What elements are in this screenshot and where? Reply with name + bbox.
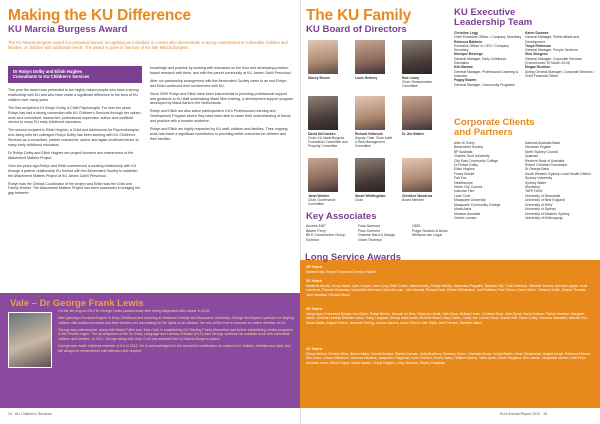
- board-caption: Louis Herbery: [355, 76, 378, 80]
- list-item: Graeme Bard & Design: [358, 233, 396, 238]
- exec-entry: Christine Legg Chief Executive Officer / Company Secretary: [454, 31, 522, 40]
- board-caption: Janet Weeber Chair, Governance Committee: [308, 194, 336, 207]
- board-photo: [308, 96, 338, 130]
- list-item: TAFE NSW: [525, 189, 543, 194]
- exec-entry: Monique Bessege General Manager, Early Childhood Education: [454, 52, 507, 66]
- list-item: Foss Samson: [358, 224, 380, 228]
- list-item: University of Wollongong: [525, 215, 563, 220]
- board-caption: Christine Woodrow Board Member: [402, 194, 433, 203]
- exec-entry: Rebecca Baldwin Executive Officer to CEO / Company Secretary: [454, 39, 509, 53]
- exec-entry: Poppy Bowen General Manager, Community Programs: [454, 78, 515, 87]
- key-associates-title: Key Associates: [306, 211, 377, 222]
- partners-title-line1: Corporate Clients: [454, 117, 535, 128]
- recipients-names: Dr Robyn Dolby and Eilish Hughes: [13, 69, 83, 74]
- recipients-tagbox: [8, 66, 142, 83]
- board-photo: [402, 96, 432, 130]
- list-item: Dr Robyn Dolby: [454, 163, 478, 168]
- paragraph: The first recipient is Dr Robyn Dolby, a Child Psychologist. For over ten years Robyn has had a strong connection with KU Children's Services through her valued work as a consultant, researcher, professional supervisor, author and unofficial mentor to many KU early childhood educators.: [8, 105, 141, 125]
- list-item: St George Bank: [525, 167, 550, 172]
- page-number: 14: [8, 412, 12, 416]
- long-service-title: Long Service Awards: [305, 252, 402, 263]
- exec-entry: Megan Rushton Acting General Manager, Corporate Services / Chief Financial Officer: [525, 65, 595, 78]
- paragraph: knowledge and practice by working with educators on the floor and developing practice-based research with them, and with the parent community at KU James Cahill Preschool.: [150, 66, 292, 75]
- paragraph: Since 2009 Robyn and Eilish have been instrumental in providing professional support and guidance to KU staff undertaking Marte Meo training, a development support program developed by Maria Aarts in the Netherlands.: [150, 91, 293, 106]
- list-item: Robert Christian Foundation: [525, 163, 568, 168]
- exec-title-line2: Leadership Team: [454, 17, 533, 28]
- lsa-names: Jacqui Ayer, Francesca Bonsai, Ann Bryce, Robyn Burton, Hannah de Brito, Rebecca Hewitt, Julie Hoss, Melissa Hosie, Christine Rose, Kate Byrne, Sonia Evanas, Rachel Harrison, Margaret Harris, Gemma Horsfall, Belinda Horton, Kirsty Lampard, Wendy MacDonald, Michelle Marsh, Mary Carter, Cathy Joe, Leanie Flood, Dianne Bell, Diane Cosby, Vanessa Mansfield, Meisha Prior, Sarah Maffia, Angela Pearce, Jeanette Kerring, Leanne Mavers, Karen Ranch, Sam Ralla, Jane Prenton, Michelle Aitken: [306, 312, 589, 325]
- page-number: 15: [543, 412, 548, 416]
- list-item: Maria Aarts: [454, 207, 472, 212]
- paragraph: Over ten years ago Robyn and Eilish commenced a working relationship with KU through a partner relationship KU formed with the Benevolent Society to establish the Attachment Matters Project at KU James Cahill Preschool.: [8, 163, 138, 178]
- list-item: Echelon: [306, 238, 319, 243]
- key-associates-col3: [412, 224, 452, 238]
- award-column-1: [8, 88, 142, 288]
- exec-title-line1: KU Executive: [454, 7, 516, 18]
- list-item: Flow Connect: [358, 228, 380, 233]
- list-item: Access EAP: [306, 224, 326, 228]
- list-item: Inclusive Hire: [454, 189, 475, 194]
- board-photo: [402, 158, 432, 192]
- footer-publication: KU's Annual Report 2012: [500, 412, 541, 416]
- lsa-label: 30 Years: [306, 278, 323, 283]
- board-photo: [355, 40, 385, 74]
- list-item: South Western Sydney Local Health District: [525, 171, 591, 176]
- vale-text: [58, 309, 294, 356]
- board-subtitle: KU Board of Directors: [306, 24, 407, 35]
- paragraph: The second recipient is Eilish Hughes, a Child and Adolescent Art Psychotherapist, who along with her colleague Robyn Dolby has been working with KU Children's Services as a consultant, partner researcher, author and again unofficial mentor to many early childhood educators.: [8, 128, 140, 148]
- list-item: Healthscope: [454, 180, 473, 185]
- board-caption: Richard Holbrook Deputy Chair, Chair Audit & Risk Management Committee: [355, 132, 393, 149]
- partners-title-line2: and Partners: [454, 127, 513, 138]
- list-item: Sydney University: [525, 176, 553, 181]
- paragraph: After our partnership arrangement with the Benevolent Society came to an end Robyn and Eilish continued their involvement with KU.: [150, 78, 287, 88]
- page-title-right: The KU Family: [306, 7, 412, 24]
- award-column-2: [150, 66, 293, 216]
- exec-col1: [454, 31, 522, 131]
- board-photo: [402, 40, 432, 74]
- list-item: Allen & Overy: [454, 141, 475, 145]
- george-lewis-photo: [8, 312, 52, 368]
- list-item: Macquarie Community College: [454, 202, 501, 207]
- key-associates-col1: [306, 224, 356, 243]
- list-item: University of Western Sydney: [525, 211, 570, 216]
- list-item: Stockland: [525, 185, 540, 190]
- partners-col1: [454, 141, 522, 221]
- paragraph: This year the award was presented to two highly valued people who have a strong relationship with KU and who have made a significant difference to the lives of KU children over many years.: [8, 88, 139, 102]
- list-item: National Australia Bank: [525, 141, 561, 145]
- lsa-label: 20 Years: [306, 306, 323, 311]
- list-item: Home City Council: [454, 185, 483, 190]
- paragraph: Robyn was the Clinical Coordinator of the project and Eilish was the Child and Family Worker. The Attachment Matters Project has been successful in bridging the gap between: [8, 181, 141, 196]
- partners-col2: [525, 141, 595, 221]
- paragraph: George was made a lifetime member of KU in 2012. He is acknowledged for the wonderful contribution he made to KU children, families and staff, and will always be remembered with affection and respect.: [58, 344, 291, 353]
- exec-col2: [525, 31, 595, 131]
- key-associates-col2: [358, 224, 410, 243]
- list-item: Reserve Bank of Australia: [525, 158, 565, 163]
- list-item: Lane Cove: [454, 193, 471, 198]
- list-item: Charles Sturt University: [454, 154, 490, 159]
- list-item: North Sydney Council: [525, 149, 558, 154]
- lsa-label: 35 Years: [306, 264, 323, 269]
- board-caption: Dr Jim Stabler: [402, 132, 425, 136]
- page-title-left: Making the KU Difference: [8, 7, 191, 24]
- paragraph: George was instrumental, along with Maria Pulled and Judy Croll, in establishing KU Starting Points Macarthur and further establishing similar programs in the Penrith region. The development of the KU Early Language and Literacy Initiative (ELLI) saw George continue his valuable work with vulnerable children and families. In 2011, George along with Judy Croll was awarded the KU Marcia Burgess Award.: [58, 327, 293, 341]
- list-item: University of New England: [525, 198, 565, 203]
- list-item: Fair Fax: [454, 176, 467, 181]
- board-photo: [308, 158, 338, 192]
- list-item: Centre London: [454, 215, 477, 220]
- paragraph: Robyn and Eilish are highly respected by KU staff, children and families. Their ongoing work has made a significant contribution to providing better outcomes for children and their families.: [150, 127, 288, 141]
- board-caption: Stacey Brown: [308, 76, 330, 80]
- list-item: Quantas: [525, 154, 538, 159]
- board-photo: [355, 158, 385, 192]
- list-item: University of Sydney: [525, 207, 556, 212]
- list-item: Williams van Legal: [412, 233, 442, 238]
- list-item: Sydney Water: [525, 180, 547, 185]
- paragraph: Dr Robyn Dolby and Eilish Hughes are project founders and researchers of the Attachment Matters Project.: [8, 150, 134, 160]
- paragraph: After gaining a Doctoral Degree in Early Childhood and lecturing at Newtown College and Macquarie University, George developed a passion for helping children with additional needs and their families and advocating for the rights of all children. He was at this time to become an active member of KU.: [58, 316, 294, 325]
- board-caption: Rob Lowry Chair, Remuneration Committee: [402, 76, 433, 89]
- paragraph: On the 5th August 2012 Dr George Lewis passed away after being diagnosed with cancer in 2010.: [58, 309, 211, 313]
- board-caption: Stuart Whittingham Chair: [355, 194, 386, 203]
- footer-right: [500, 412, 547, 416]
- list-item: Marston Australia: [454, 211, 481, 216]
- footer-publication: KU Children's Services: [15, 412, 52, 416]
- list-item: University of NSW: [525, 202, 553, 207]
- exec-entry: Kim Barlow General Manager, Professional Learning & Inclusion: [454, 65, 519, 78]
- list-item: BP Australia: [454, 149, 473, 154]
- award-subtitle: KU Marcia Burgess Award: [8, 24, 128, 35]
- list-item: Pulge Seddon & Aniss: [412, 228, 448, 233]
- list-item: Macquarie University: [454, 198, 486, 203]
- lsa-label: 10 Years: [306, 346, 323, 351]
- footer-left: [8, 412, 52, 416]
- recipients-role: Consultants to KU Children's Services: [13, 74, 90, 79]
- list-item: Eilish Hughes: [454, 167, 475, 172]
- paragraph: Robyn and Eilish are also active participants in KU's Professional Learning and Development Program where they have been able to share their understanding of theory and practice with a broader audience.: [150, 109, 291, 124]
- exec-entry: Tanya Robinson General Manager, People Services: [525, 43, 578, 53]
- board-photo: [355, 96, 385, 130]
- list-item: BKS Construction Group: [306, 233, 346, 238]
- lsa-names: Elissa Ashbee, Ronene Blow, Helen Hobbs, Carmel Ashbee, Rachel Gorman, Kelly Bradbury, Kimberly Green, Charlotte Kinner, Sonya Martin, Karen Skowronski, Angela Arnold, Rebecca Holmes, Kim Grant, Leeann Wilkinson, Vanessa Hawkins, Jacqueline Fitzgerald, Kylie Pearson, Emma Vasey, Heather Adams, Tania Lynch, Karen Ringland, Deb Lamas, Jacqueline Morton, Kate Price, Amanda Jones, Gloria Grigos, Sarah Hawes, Cheryl Hogben, Chey Hutchins, Hayley Chapman: [306, 352, 592, 365]
- list-item: Baxter Ferry: [306, 228, 326, 233]
- list-item: ODIE: [412, 224, 421, 228]
- award-intro: The KU Marcia Burgess Award is a perpetual honour recognising an individual or a team who demonstrate a strong commitment to vulnerable children and families, or children with additional needs. The award is given in memory of the late Marcia Burgess.: [8, 40, 288, 51]
- list-item: City East Community College: [454, 158, 499, 163]
- list-item: University of Newcastle: [525, 193, 561, 198]
- vale-title: Vale – Dr George Frank Lewis: [10, 298, 144, 309]
- exec-entry: Karen Downes General Manager, Public Affairs and Development: [525, 31, 580, 44]
- exec-entry: Sina Sturgess General Manager, Corporate Services (Commenced 15 March 2013): [525, 52, 583, 66]
- board-caption: David McCracken Chair, KU Marie Burgess Foundation Committee and Property Committee: [308, 132, 348, 149]
- list-item: Newtown English: [525, 145, 552, 150]
- list-item: Benevolent Society: [454, 145, 484, 150]
- board-photo: [308, 40, 338, 74]
- lsa-names: Dianne Kelly, Robyn Thorpe and Denise Riddell: [306, 270, 376, 274]
- list-item: Grant Thornton: [358, 238, 383, 243]
- list-item: Fuses Minute: [454, 171, 475, 176]
- lsa-names: Madeline Arnold, Jenny Boyce, Lynn Cooper, Jane Curry, Beth Collins, Marisa Daley, Felicity McVey, Jacqueline Pappafin, Barbara Holt, Trudi Robinson, Michelle Sturmal, Antonia Lappas, Anne Lawrence, Pamela Mousseau, Samantha Wennford, Mary McLean, John Marriott, Richard Noel, Kirsten Richardson, Gail Robbins, Pearl Sheen, Karen Stone, Christine Smith, Sharon Thomas, Jane Wardlaw, Sylvana Wood: [306, 284, 588, 297]
